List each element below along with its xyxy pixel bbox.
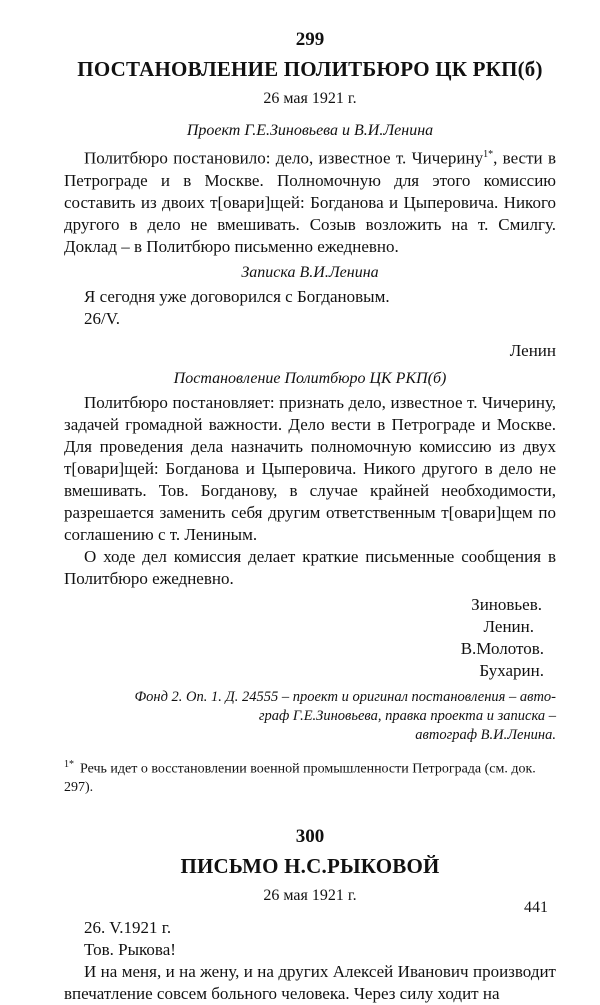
archive-line: автограф В.И.Ленина. [415, 726, 556, 743]
resolution-paragraph: Политбюро постановляет: признать дело, известное т. Чичерину, задачей громадной важности. Дело вести в Петрограде и Москве. Для проведения дела назначить полномочную комиссию из двух т[овари]щей: Богданова и Цыперовича. Никого другого в дело не вмешивать. Тов. Богданову, в случае крайней необходимости, разрешается заменить себя другим ответственным т[овари]щем по соглашению с т. Лениным. [64, 392, 556, 544]
archive-reference [102, 688, 556, 745]
document-date: 26 мая 1921 г. [263, 887, 357, 905]
note-date: 26/V. [84, 308, 121, 328]
document-title: ПИСЬМО Н.С.РЫКОВОЙ [180, 854, 440, 879]
resolution-paragraph: О ходе дел комиссия делает краткие письменные сообщения в Политбюро ежедневно. [64, 546, 556, 588]
note-signature: Ленин [509, 340, 556, 360]
note-heading: Записка В.И.Ленина [241, 263, 379, 281]
draft-text-a: Политбюро постановило: дело, известное т. Чичерину [84, 148, 484, 168]
archive-line: граф Г.Е.Зиновьева, правка проекта и записка – [258, 707, 556, 724]
section-gap [64, 797, 556, 825]
draft-paragraph [64, 144, 556, 258]
signature: Зиновьев. [471, 594, 542, 614]
draft-heading: Проект Г.Е.Зиновьева и В.И.Ленина [186, 122, 434, 139]
signature: В.Молотов. [460, 638, 544, 658]
note-line: Я сегодня уже договорился с Богдановым. [84, 286, 390, 306]
signature: Ленин. [483, 616, 534, 636]
letter-salutation: Тов. Рыкова! [84, 940, 176, 960]
page-number: 441 [524, 899, 548, 916]
footnote-mark: 1* [64, 758, 74, 770]
footnote-reference: 1* [483, 149, 494, 160]
letter-date: 26. V.1921 г. [84, 918, 172, 938]
footnote [64, 755, 556, 798]
document-page [64, 28, 556, 1005]
resolution-heading: Постановление Политбюро ЦК РКП(б) [173, 369, 447, 387]
signature: Бухарин. [479, 660, 544, 680]
signature-block [64, 594, 556, 682]
document-title: ПОСТАНОВЛЕНИЕ ПОЛИТБЮРО ЦК РКП(б) [77, 57, 543, 81]
document-date: 26 мая 1921 г. [263, 90, 357, 107]
footnote-text: Речь идет о восстановлении военной промышленности Петрограда (см. док. 297). [64, 761, 536, 796]
archive-line: Фонд 2. Оп. 1. Д. 24555 – проект и оригинал постановления – авто- [134, 688, 556, 705]
document-number: 299 [295, 29, 325, 50]
draft-text-b: , вести в Петрограде и в Москве. Полномочную для этого комиссию составить из двоих т[овари]щей: Богданова и Цыперовича. Никого другого в дело не вмешивать. Созыв возложить на т. Смилгу. Доклад – в Политбюро письменно ежедневно. [64, 148, 556, 256]
letter-body: И на меня, и на жену, и на других Алексей Иванович производит впечатление совсем больного человека. Через силу ходит на [64, 962, 556, 1004]
document-number: 300 [295, 826, 325, 848]
